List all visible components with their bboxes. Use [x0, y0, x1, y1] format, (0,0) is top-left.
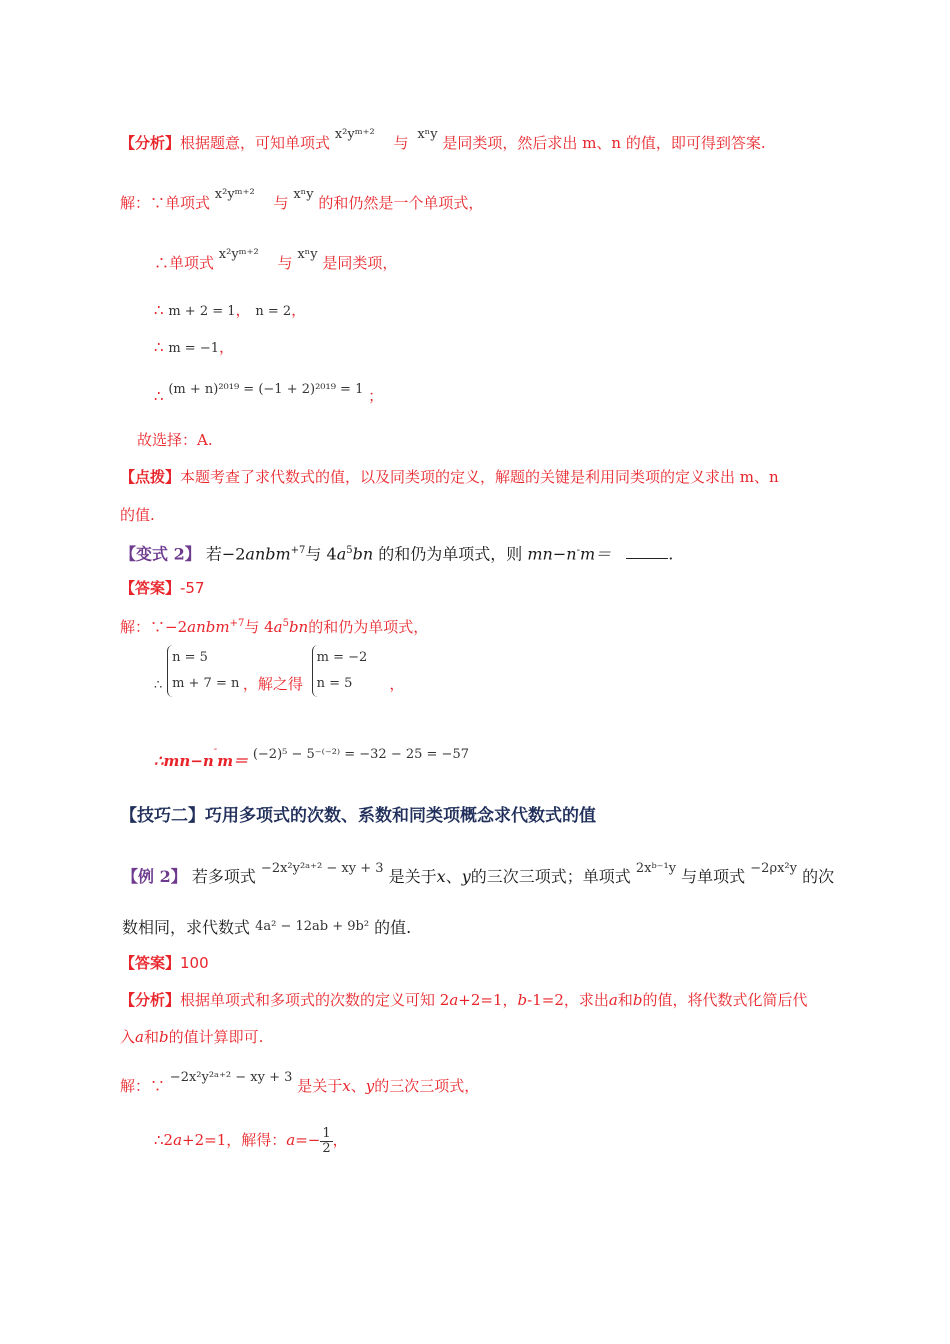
section-title: 【技巧二】巧用多项式的次数、系数和同类项概念求代数式的值 [120, 806, 596, 826]
note-line-2: 的值. [120, 506, 155, 524]
system-brace-1: n = 5 m + 7 = n [167, 645, 238, 697]
example-tag: 【例 2】 [122, 867, 187, 886]
answer-value-3: 100 [180, 954, 209, 972]
solution-line-1: 解：∵单项式 x²yᵐ⁺² 与 xⁿy 的和仍然是一个单项式， [120, 187, 484, 212]
variant-tag: 【变式 2】 [120, 544, 201, 564]
answer-line: 【答案】-57 [120, 579, 205, 597]
analysis-3-line-1: 【分析】根据单项式和多项式的次数的定义可知 2a+2=1，b-1=2，求出a和b的值，将代数式化简后代 [120, 991, 808, 1009]
answer-blank[interactable] [626, 544, 668, 559]
solution-step-4: ∴ m = −1， [154, 338, 234, 356]
solution-2-line-1: 解：∵−2anbm$^{+7}$与 $4a^5bn$的和仍为单项式， [120, 618, 429, 636]
solution-step-3: ∴ m + 2 = 1， n = 2， [154, 301, 307, 319]
monomial-1: x²yᵐ⁺² [334, 127, 375, 142]
solution-3-line-2: ∴2a+2=1，解得：a=− $\frac{1}{2}$ ， [154, 1125, 348, 1156]
answer-line-3: 【答案】100 [120, 954, 209, 972]
solution-step-5: ∴ (m + n)²⁰¹⁹ = (−1 + 2)²⁰¹⁹ = 1 ； [154, 382, 384, 405]
fraction-one-half: $\frac{1}{2}$ [322, 1125, 331, 1156]
example-2-line-1: 【例 2】 若多项式 $^{-2x^2y^2ᵃ^{+2} - xy + 3}$ 是关于x、y的三次三项式；单项式 $^{2xᵇ^{-1}y}$ 与单项式 $^{-2\rho x^2y}$ 的次 [122, 861, 835, 886]
analysis-line: 【分析】根据题意，可知单项式 x²yᵐ⁺² 与 xⁿy 是同类项，然后求出 m、n 的值，即可得到答案. [120, 127, 766, 152]
solution-line-2: ∴单项式 x²yᵐ⁺² 与 xⁿy 是同类项， [154, 247, 398, 272]
note-line-1: 【点拨】本题考查了求代数式的值，以及同类项的定义，解题的关键是利用同类项的定义求出 m、n [120, 468, 779, 486]
example-2-line-2: 数相同，求代数式 4a² − 12ab + 9b² 的值. [122, 918, 412, 937]
variant-2-question: 【变式 2】 若−2anbm$^{+7}$与 $4a^5bn$ 的和仍为单项式，则 mn−n-m＝ . [120, 544, 674, 564]
monomial-2: xⁿy [417, 127, 438, 142]
solution-3-line-1: 解：∵ −2x²y²ᵃ⁺² − xy + 3 是关于x、y的三次三项式， [120, 1070, 480, 1095]
solution-2-system: ∴ n = 5 m + 7 = n ，解之得 m = −2 n = 5 ， [154, 645, 404, 697]
analysis-tag: 【分析】 [120, 134, 181, 152]
choice-line: 故选择：A. [137, 431, 213, 449]
analysis-3-line-2: 入a和b的值计算即可. [120, 1028, 264, 1046]
solution-2-final: ∴mn−n-m＝ (−2)⁵ − 5⁻⁽⁻²⁾ = −32 − 25 = −57 [154, 744, 469, 770]
answer-value: -57 [180, 579, 205, 597]
note-tag: 【点拨】 [120, 468, 181, 486]
system-brace-2: m = −2 n = 5 [312, 645, 375, 697]
